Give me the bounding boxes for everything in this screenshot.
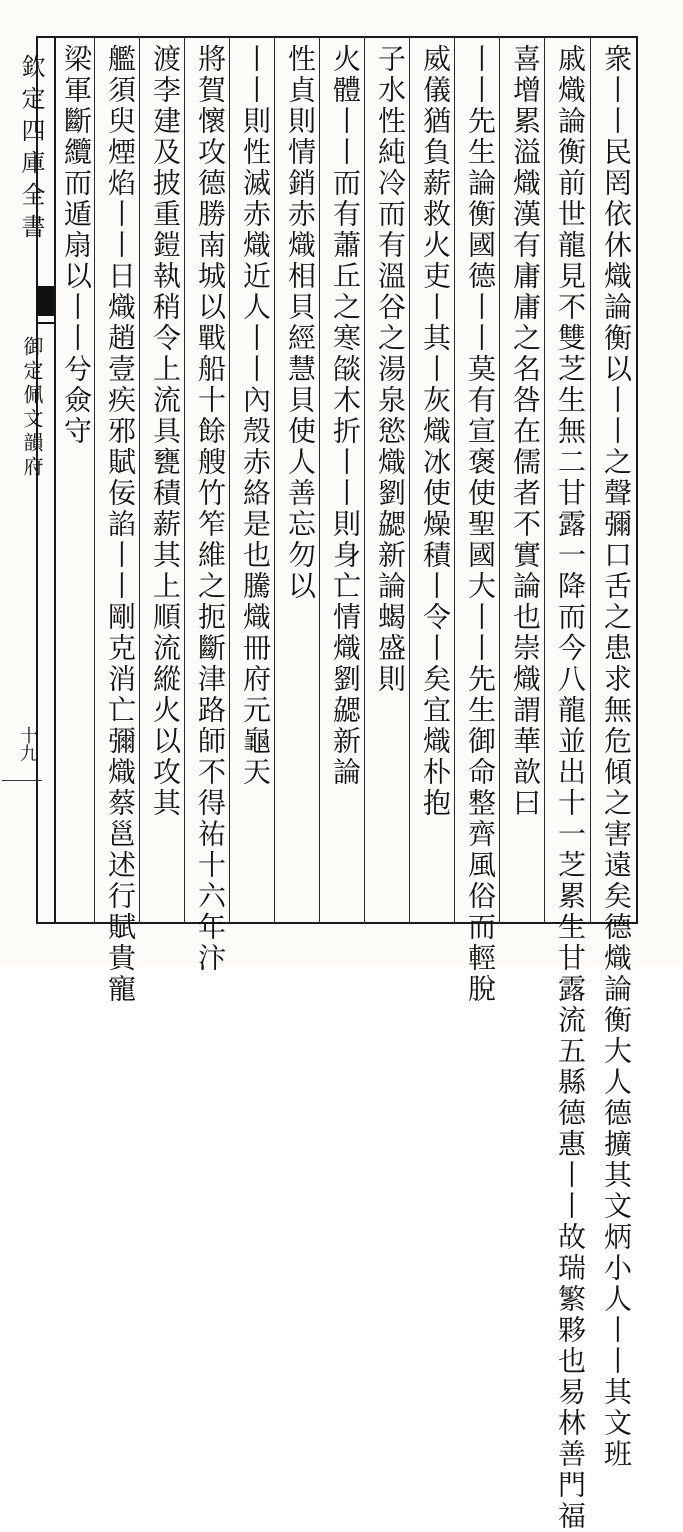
text-column: 梁軍斷纜而遁扇以丨丨兮僉守 [60,44,93,447]
text-column: 丨丨先生論衡國德丨丨莫有宣褒使聖國大丨丨先生御命整齊風俗而輕脫 [464,44,497,1005]
text-column: 喜增累溢熾漢有庸庸之名咎在儒者不實論也崇熾謂華歆曰 [509,44,542,819]
page-number-rule [2,780,42,781]
text-column: 性貞則情銷赤熾相貝經慧貝使人善忘勿以 [284,44,317,602]
text-column: 渡李建及披重鎧執稍令上流具甕積薪其上順流縱火以攻其 [149,44,182,819]
text-column: 艦須臾煙焰丨丨日熾趙壹疾邪賦佞諂丨丨剛克消亡彌熾蔡邕述行賦貴寵 [104,44,137,1005]
text-column: 子水性純冷而有溫谷之湯泉慾熾劉勰新論蝎盛則 [374,44,407,695]
text-block [56,36,638,1532]
text-column: 火體丨丨而有蕭丘之寒燄木折丨丨則身亡情熾劉勰新論 [329,44,362,788]
text-column: 丨丨則性滅赤熾近人丨丨內殼赤絡是也騰熾冊府元龜天 [239,44,272,788]
collection-title: 欽定四庫全書 [17,54,45,246]
page-number: 十九 [17,726,38,762]
text-column: 衆丨丨民罔依休熾論衡以丨丨之聲彌口舌之患求無危傾之害遠矣德熾論衡大人德擴其文炳小人丨丨其文班 [600,44,633,1470]
book-title: 御定佩文韻府 [20,336,44,480]
text-column: 威儀猶負薪救火吏丨其丨灰熾冰使燥積丨令丨矣宜熾朴抱 [419,44,452,819]
text-column: 戚熾論衡前世龍見不雙芝生無二甘露一降而今八龍並出十一芝累生甘露流五縣德惠丨丨故瑞繁夥也易林善門福 [554,44,587,1532]
page-margin-strip [0,36,56,924]
text-column: 將賀懷攻德勝南城以戰船十餘艘竹笮維之扼斷津路師不得祐十六年汴 [194,44,227,974]
